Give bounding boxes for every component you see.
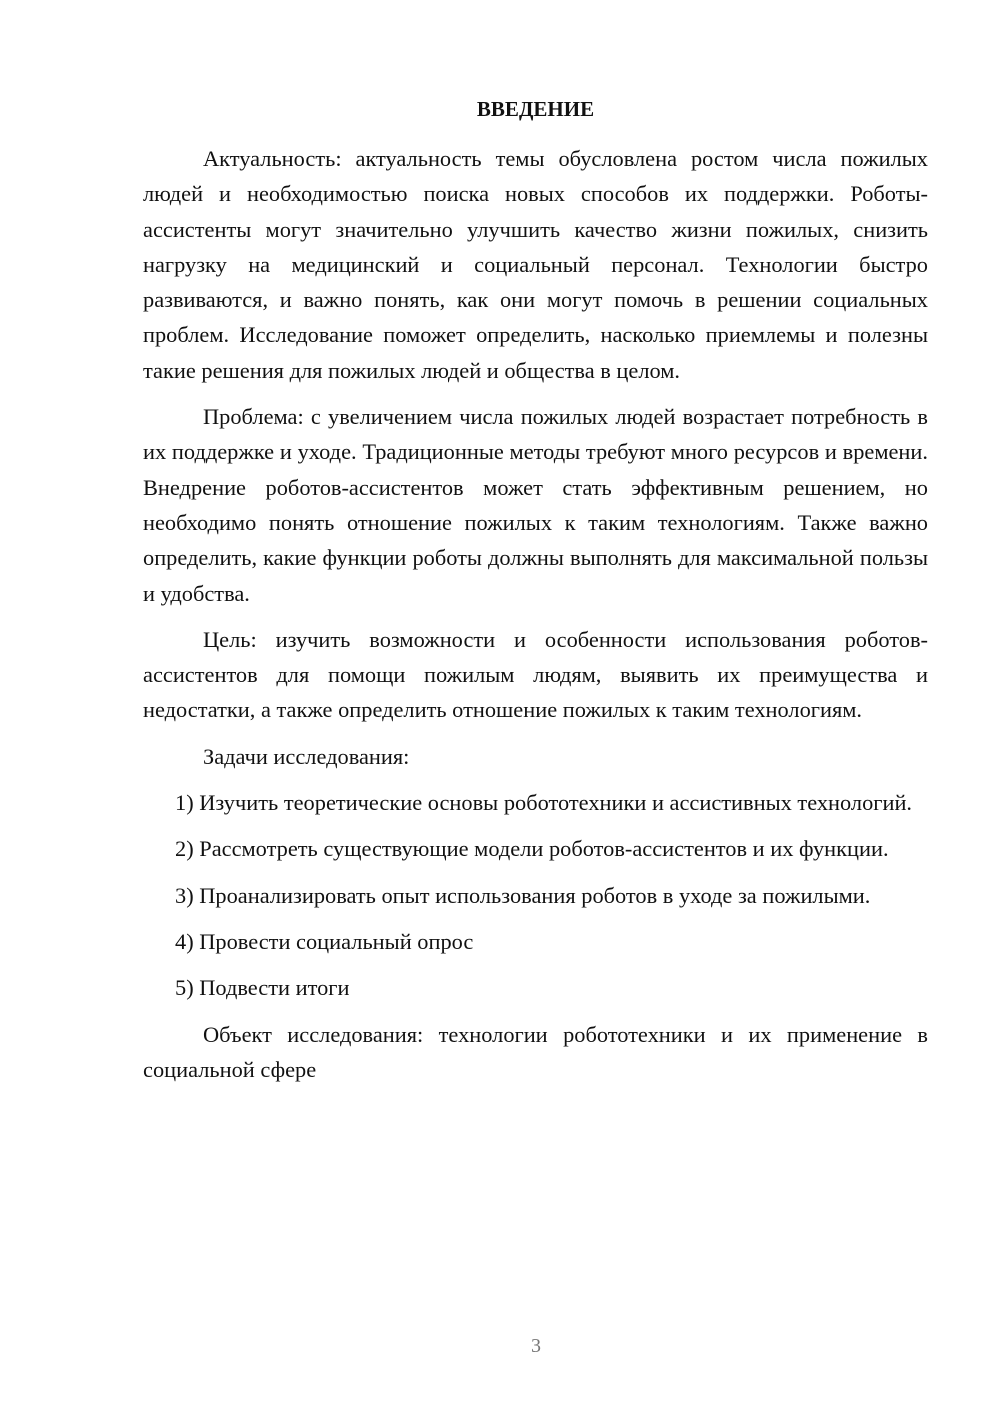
task-item: 3) Проанализировать опыт использования роботов в уходе за пожилыми.	[175, 882, 871, 908]
relevance-paragraph: Актуальность: актуальность темы обусловлена ростом числа пожилых людей и необходимостью поиска новых способов их поддержки. Роботы-ассистенты могут значительно улучшить качество жизни пожилых, снизить нагрузку на медицинский и социальный персонал. Технологии быстро развиваются, и важно понять, как они могут помочь в решении социальных проблем. Исследование поможет определить, насколько приемлемы и полезны такие решения для пожилых людей и общества в целом.	[143, 146, 928, 383]
task-item: 1) Изучить теоретические основы робототехники и ассистивных технологий.	[175, 790, 913, 816]
object-paragraph: Объект исследования: технологии робототехники и их применение в социальной сфере	[143, 1021, 928, 1082]
task-item: 4) Провести социальный опрос	[175, 928, 474, 954]
problem-paragraph: Проблема: с увеличением числа пожилых людей возрастает потребность в их поддержке и уходе. Традиционные методы требуют много ресурсов и времени. Внедрение роботов-ассистентов может стать эффективным решением, но необходимо понять отношение пожилых к таким технологиям. Также важно определить, какие функции роботы должны выполнять для максимальной пользы и удобства.	[143, 404, 928, 606]
task-item: 2) Рассмотреть существующие модели роботов-ассистентов и их функции.	[175, 836, 889, 862]
page-number: 3	[531, 1335, 541, 1357]
goal-paragraph: Цель: изучить возможности и особенности использования роботов-ассистентов для помощи пожилым людям, выявить их преимущества и недостатки, а также определить отношение пожилых к таким технологиям.	[143, 626, 928, 723]
tasks-list	[143, 785, 928, 1005]
page-content	[143, 94, 928, 1098]
task-item: 5) Подвести итоги	[175, 975, 350, 1001]
section-heading: ВВЕДЕНИЕ	[476, 97, 595, 121]
tasks-title: Задачи исследования:	[203, 743, 410, 769]
